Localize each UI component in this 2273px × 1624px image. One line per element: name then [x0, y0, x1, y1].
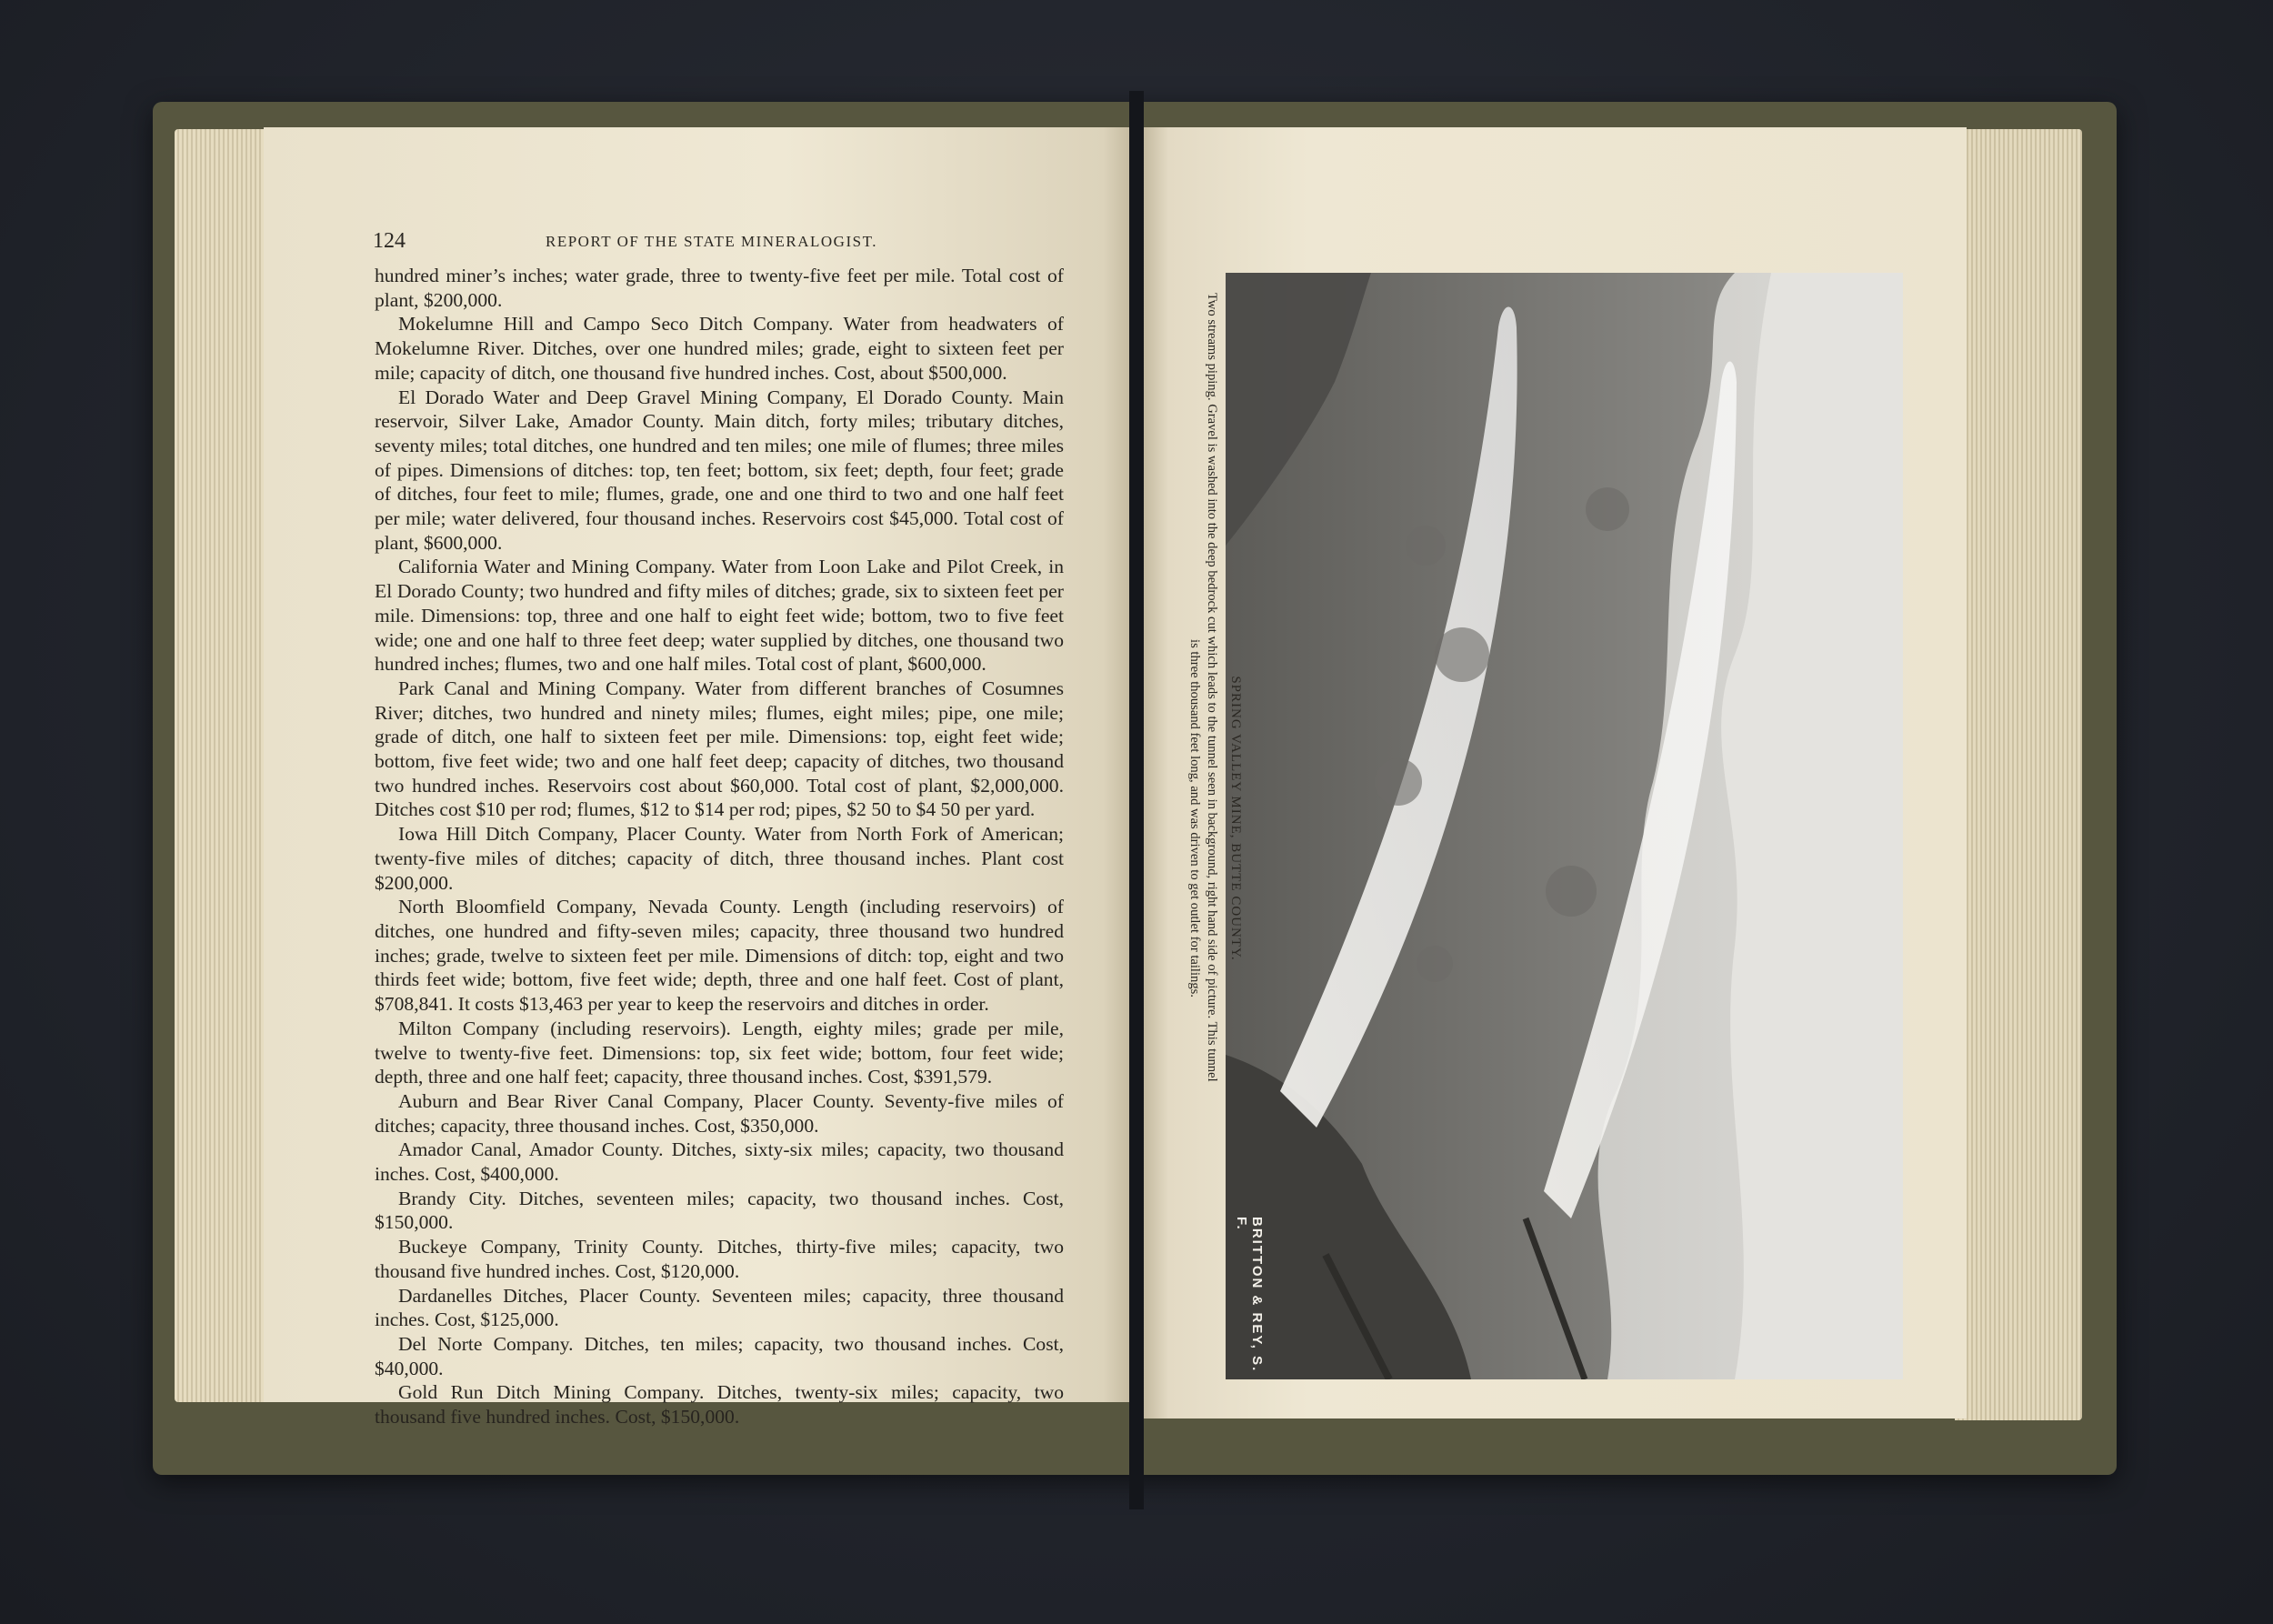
- paragraph: Mokelumne Hill and Campo Seco Ditch Company. Water from headwaters of Mokelumne River. Ditches, over one hundred miles; grade, eight to sixteen feet per mile; capacity of ditch, one thousand five hundred inches. Cost, about $500,000.: [375, 313, 1064, 384]
- photo-credit: BRITTON & REY, S. F.: [1234, 1217, 1265, 1373]
- paragraph: hundred miner’s inches; water grade, three to twenty-five feet per mile. Total cost of plant, $200,000.: [375, 265, 1064, 311]
- paragraph: Auburn and Bear River Canal Company, Placer County. Seventy-five miles of ditches; capacity, three thousand inches. Cost, $350,000.: [375, 1089, 1064, 1137]
- page-number: 124: [373, 229, 406, 253]
- book-gutter: [1129, 91, 1144, 1509]
- page-edges-right: [1955, 129, 2082, 1420]
- paragraph: Dardanelles Ditches, Placer County. Seventeen miles; capacity, three thousand inches. Cost, $125,000.: [375, 1284, 1064, 1331]
- running-title: REPORT OF THE STATE MINERALOGIST.: [546, 233, 877, 250]
- paragraph: Brandy City. Ditches, seventeen miles; capacity, two thousand inches. Cost, $150,000.: [375, 1187, 1064, 1234]
- paragraph: Amador Canal, Amador County. Ditches, sixty-six miles; capacity, two thousand inches. Cost, $400,000.: [375, 1138, 1064, 1186]
- caption-title: SPRING VALLEY MINE, BUTTE COUNTY.: [1228, 676, 1243, 961]
- plate-photograph: [1226, 273, 1903, 1379]
- caption-text: is three thousand feet long, and was driven to get outlet for tailings.: [1187, 639, 1202, 997]
- caption-text: Two streams piping. Gravel is washed into the deep bedrock cut which leads to the tunnel seen in background, right hand side of picture. This tunnel: [1205, 293, 1219, 1082]
- paragraph: California Water and Mining Company. Water from Loon Lake and Pilot Creek, in El Dorado County; two hundred and fifty miles of ditches; grade, six to sixteen feet per mile. Dimensions: top, three and one half to eight feet wide; bottom, two to five feet wide; one and one half to three feet deep; water supplied by ditches, one thousand two hundred inches; flumes, two and one half miles. Total cost of plant, $600,000.: [375, 556, 1064, 676]
- body-text: [375, 264, 1064, 1429]
- page-edges-left: [175, 129, 275, 1402]
- paragraph: El Dorado Water and Deep Gravel Mining Company, El Dorado County. Main reservoir, Silver Lake, Amador County. Main ditch, forty miles; tributary ditches, seventy miles; total ditches, one hundred and ten miles; one mile of flumes; three miles of pipes. Dimensions of ditches: top, ten feet; bottom, six feet; depth, four feet; grade of ditches, four feet to mile; flumes, grade, one and one third to two and one half feet per mile; water delivered, four thousand inches. Reservoirs cost $45,000. Total cost of plant, $600,000.: [375, 386, 1064, 554]
- paragraph: Park Canal and Mining Company. Water from different branches of Cosumnes River; ditches, two hundred and ninety miles; flumes, eight miles; pipe, one mile; grade of ditch, one half to sixteen feet per mile. Dimensions: top, eight feet wide; bottom, five feet wide; two and one half feet deep; capacity of ditches, two thousand two hundred inches. Reservoirs cost about $60,000. Total cost of plant, $2,000,000. Ditches cost $10 per rod; flumes, $12 to $14 per rod; pipes, $2 50 to $4 50 per yard.: [375, 677, 1064, 821]
- paragraph: Milton Company (including reservoirs). Length, eighty miles; grade per mile, twelve to twenty-five feet. Dimensions: top, six feet wide; bottom, four feet wide; depth, three and one half feet; capacity, three thousand inches. Cost, $391,579.: [375, 1017, 1064, 1088]
- paragraph: North Bloomfield Company, Nevada County. Length (including reservoirs) of ditches, one hundred and fifty-seven miles; capacity, three thousand two hundred inches; grade, twelve to sixteen feet per mile. Dimensions of ditch: top, eight and two thirds feet wide; bottom, five feet wide; depth, three and one half feet. Cost of plant, $708,841. It costs $13,463 per year to keep the reservoirs and ditches in order.: [375, 896, 1064, 1016]
- paragraph: Gold Run Ditch Mining Company. Ditches, twenty-six miles; capacity, two thousand five hundred inches. Cost, $150,000.: [375, 1381, 1064, 1429]
- running-head: [373, 229, 1064, 256]
- paragraph: Iowa Hill Ditch Company, Placer County. Water from North Fork of American; twenty-five miles of ditches; capacity of ditch, three thousand inches. Plant cost $200,000.: [375, 823, 1064, 894]
- paragraph: Del Norte Company. Ditches, ten miles; capacity, two thousand inches. Cost, $40,000.: [375, 1332, 1064, 1379]
- plate-caption: [1174, 293, 1243, 1344]
- paragraph: Buckeye Company, Trinity County. Ditches, thirty-five miles; capacity, two thousand five hundred inches. Cost, $120,000.: [375, 1236, 1064, 1282]
